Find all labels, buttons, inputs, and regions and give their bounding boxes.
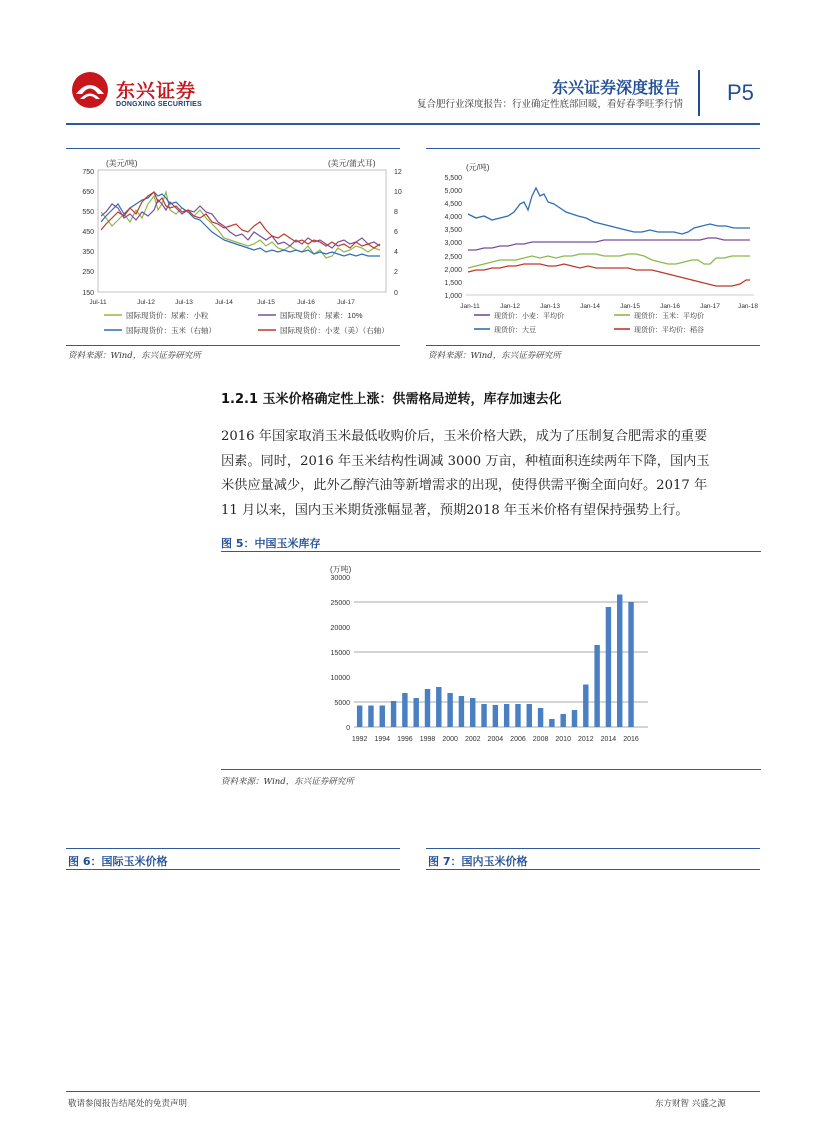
figure5-source: 资料来源：Wind，东兴证券研究所 <box>221 777 354 787</box>
chart-right <box>426 152 760 342</box>
y-tick-label: 25000 <box>330 600 350 607</box>
x-tick-label: 2006 <box>510 736 526 743</box>
figure5-title: 图 5：中国玉米库存 <box>221 537 321 550</box>
bar-1992 <box>357 706 362 728</box>
figure5-top-rule <box>221 551 761 552</box>
chart-left-x-ticks <box>89 299 355 306</box>
tick-label: Jul-11 <box>89 299 107 306</box>
bar-2012 <box>583 685 588 728</box>
tick-label: 5,000 <box>444 188 462 195</box>
chart-left-yright-unit: (美元/蒲式耳) <box>328 159 376 168</box>
tick-label: 1,000 <box>444 293 462 300</box>
tick-label: Jul-16 <box>297 299 315 306</box>
top-figure-rule-left <box>66 148 400 149</box>
bar-1998 <box>425 689 430 727</box>
tick-label: Jan-13 <box>540 303 560 310</box>
footer-rule <box>66 1091 760 1092</box>
legend-label: 现货价：大豆 <box>494 327 536 334</box>
y-tick-label: 20000 <box>330 625 350 632</box>
y-tick-label: 30000 <box>330 575 350 582</box>
chart-right-unit: (元/吨) <box>466 163 490 172</box>
chart-left-plot-frame <box>98 170 386 292</box>
tick-label: Jul-13 <box>175 299 193 306</box>
source-rule-left <box>66 345 400 346</box>
bar-1997 <box>413 698 418 727</box>
legend-label: 国际现货价：尿素：10% <box>280 311 363 320</box>
figure7-top-rule <box>426 848 760 849</box>
figure5-unit: (万吨) <box>330 565 352 574</box>
tick-label: Jan-17 <box>700 303 720 310</box>
figure5-bars <box>357 595 634 728</box>
chart-left <box>66 152 400 342</box>
tick-label: 2,000 <box>444 267 462 274</box>
source-rule-right <box>426 345 760 346</box>
tick-label: 12 <box>394 169 402 176</box>
bar-2010 <box>560 714 565 727</box>
tick-label: 150 <box>82 290 94 297</box>
bar-1993 <box>368 706 373 728</box>
section-heading: 1.2.1 玉米价格确定性上涨：供需格局逆转，库存加速去化 <box>221 392 562 407</box>
tick-label: 3,500 <box>444 227 462 234</box>
tick-label: 550 <box>82 209 94 216</box>
chart-left-yleft-ticks <box>82 169 94 297</box>
series-line-soybean <box>468 188 750 234</box>
tick-label: 2 <box>394 269 398 276</box>
tick-label: 5,500 <box>444 175 462 182</box>
tick-label: 1,500 <box>444 280 462 287</box>
tick-label: 2,500 <box>444 254 462 261</box>
paragraph-line: 2016 年国家取消玉米最低收购价后，玉米价格大跌，成为了压制复合肥需求的重要 <box>221 429 708 444</box>
y-tick-label: 5000 <box>334 700 350 707</box>
chart-right-legend <box>474 311 704 334</box>
figure6-bottom-rule <box>66 869 400 870</box>
x-tick-label: 2004 <box>487 736 504 743</box>
bar-2015 <box>617 595 622 728</box>
chart-left-source: 资料来源：Wind，东兴证券研究所 <box>68 351 201 361</box>
tick-label: 10 <box>394 189 402 196</box>
figure5-x-ticks <box>352 736 639 743</box>
figure6-title: 图 6：国际玉米价格 <box>68 855 168 868</box>
legend-label: 现货价：玉米：平均价 <box>634 313 704 320</box>
tick-label: Jan-15 <box>620 303 640 310</box>
bar-2006 <box>515 704 520 727</box>
x-tick-label: 2014 <box>600 736 617 743</box>
figure7-bottom-rule <box>426 869 760 870</box>
logo-mark-icon <box>68 70 112 110</box>
series-line-urea-10pct <box>101 200 380 248</box>
figure5-y-ticks <box>331 575 351 732</box>
legend-label: 现货价：平均价：稻谷 <box>634 327 704 334</box>
section-paragraph <box>221 425 766 523</box>
paragraph-line: 11 月以来，国内玉米期货涨幅显著，预期2018 年玉米价格有望保持强势上行。 <box>221 502 689 518</box>
figure5-chart <box>310 560 670 750</box>
x-tick-label: 2010 <box>555 736 571 743</box>
bar-2011 <box>572 710 577 727</box>
paragraph-line: 米供应量减少，此外乙醇汽油等新增需求的出现，使得供需平衡全面向好。2017 年 <box>221 478 708 493</box>
bar-2005 <box>504 704 509 727</box>
x-tick-label: 2012 <box>578 736 594 743</box>
bar-1994 <box>380 706 385 728</box>
bar-1996 <box>402 693 407 727</box>
header-divider <box>698 70 700 116</box>
series-line-rice-avg <box>468 264 750 286</box>
chart-left-yleft-unit: (美元/吨) <box>106 159 138 168</box>
tick-label: 750 <box>82 169 94 176</box>
tick-label: Jul-15 <box>257 299 275 306</box>
paragraph-line: 因素。同时，2016 年玉米结构性调减 3000 万亩，种植面积连续两年下降，国内玉 <box>221 453 710 469</box>
series-line-wheat-avg <box>468 238 750 250</box>
footer-disclaimer: 敬请参阅报告结尾处的免责声明 <box>68 1099 188 1109</box>
logo-subtext: DONGXING SECURITIES <box>116 101 202 108</box>
tick-label: Jan-12 <box>500 303 520 310</box>
chart-right-x-ticks <box>460 303 758 310</box>
chart-left-yright-ticks <box>394 169 402 297</box>
legend-label: 国际现货价：小麦（美）（右轴） <box>280 326 389 335</box>
tick-label: 650 <box>82 189 94 196</box>
bar-2001 <box>459 696 464 727</box>
tick-label: Jan-16 <box>660 303 680 310</box>
footer-slogan: 东方财智 兴盛之源 <box>655 1099 726 1109</box>
header-rule <box>66 123 760 125</box>
bar-2009 <box>549 719 554 727</box>
tick-label: Jul-14 <box>215 299 233 306</box>
chart-right-source: 资料来源：Wind，东兴证券研究所 <box>428 351 561 361</box>
y-tick-label: 0 <box>346 725 350 732</box>
y-tick-label: 10000 <box>330 675 350 682</box>
bar-2003 <box>481 704 486 727</box>
top-figure-rule-right <box>426 148 760 149</box>
bar-2002 <box>470 698 475 727</box>
tick-label: 4 <box>394 249 398 256</box>
legend-label: 国际现货价：玉米（右轴） <box>126 326 216 335</box>
tick-label: 450 <box>82 229 94 236</box>
figure7-title: 图 7：国内玉米价格 <box>428 855 528 868</box>
bar-2008 <box>538 708 543 727</box>
tick-label: 0 <box>394 290 398 297</box>
report-title: 东兴证券深度报告 <box>552 78 681 97</box>
tick-label: 4,000 <box>444 214 462 221</box>
chart-left-legend <box>104 310 389 335</box>
bar-1995 <box>391 701 396 727</box>
tick-label: 8 <box>394 209 398 216</box>
x-tick-label: 1994 <box>374 736 391 743</box>
x-tick-label: 1996 <box>397 736 413 743</box>
figure6-top-rule <box>66 848 400 849</box>
x-tick-label: 1992 <box>351 736 368 743</box>
bar-2013 <box>594 645 599 727</box>
tick-label: 6 <box>394 229 398 236</box>
x-tick-label: 2002 <box>464 736 481 743</box>
bar-2000 <box>447 693 452 727</box>
figure5-bottom-rule <box>221 769 761 770</box>
bar-2007 <box>527 704 532 727</box>
x-tick-label: 1998 <box>419 736 436 743</box>
logo-text: 东兴证券 <box>116 80 197 102</box>
x-tick-label: 2016 <box>623 736 639 743</box>
report-subtitle: 复合肥行业深度报告：行业确定性底部回暖，看好春季旺季行情 <box>417 99 684 110</box>
series-line-wheat <box>101 192 380 248</box>
bar-2014 <box>606 607 611 727</box>
bar-2004 <box>493 705 498 727</box>
legend-label: 现货价：小麦：平均价 <box>494 313 564 320</box>
tick-label: Jul-12 <box>137 299 155 306</box>
tick-label: Jul-17 <box>337 299 355 306</box>
tick-label: Jan-18 <box>738 303 758 310</box>
figure5-gridlines <box>354 602 648 727</box>
tick-label: 4,500 <box>444 201 462 208</box>
legend-label: 国际现货价：尿素：小粒 <box>126 311 209 320</box>
tick-label: Jan-14 <box>580 303 600 310</box>
tick-label: 350 <box>82 249 94 256</box>
tick-label: 250 <box>82 269 94 276</box>
bar-1999 <box>436 687 441 727</box>
tick-label: 3,000 <box>444 240 462 247</box>
tick-label: Jan-11 <box>460 303 480 310</box>
header <box>0 0 827 130</box>
x-tick-label: 2000 <box>442 736 458 743</box>
bar-2016 <box>628 602 633 727</box>
x-tick-label: 2008 <box>532 736 549 743</box>
y-tick-label: 15000 <box>330 650 350 657</box>
page-number: P5 <box>727 80 754 105</box>
chart-right-y-ticks <box>444 175 462 300</box>
